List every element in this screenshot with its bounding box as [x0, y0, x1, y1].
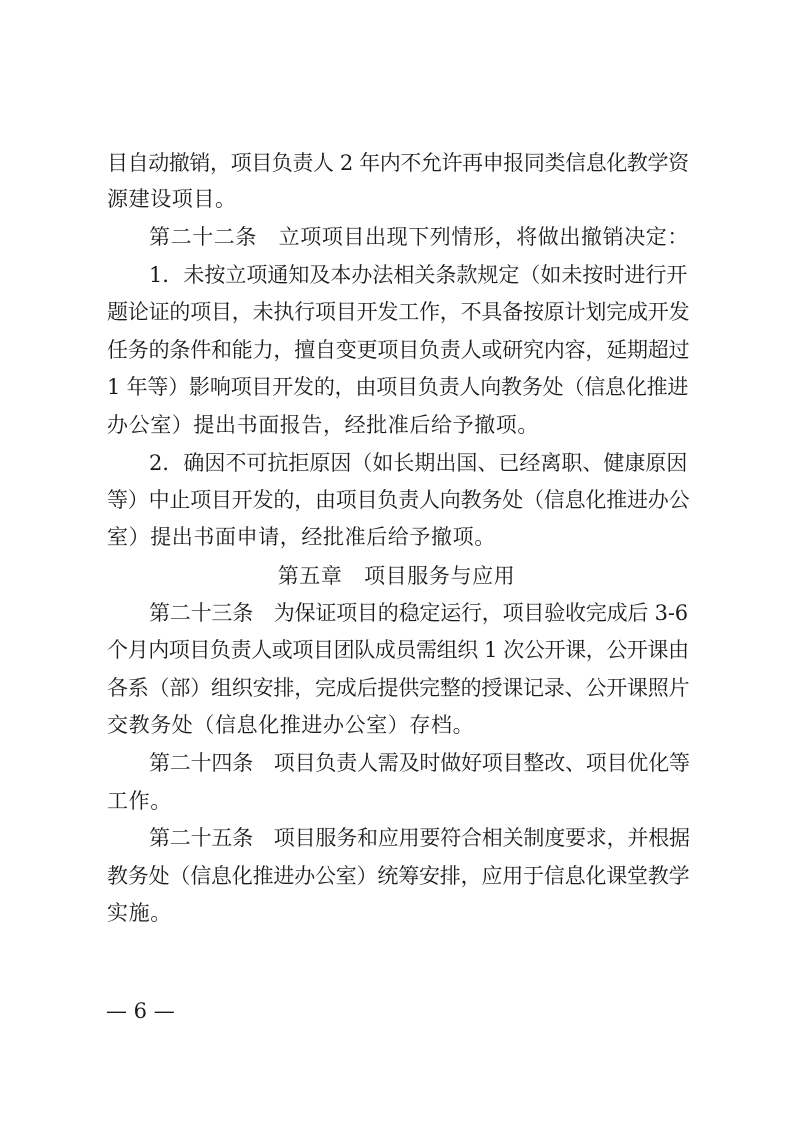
text-line: 交教务处（信息化推进办公室）存档。 — [107, 713, 475, 737]
article-22-heading: 第二十二条 立项项目出现下列情形，将做出撤销决定： — [149, 225, 689, 249]
text-line: 源建设项目。 — [107, 187, 237, 211]
text-line: 目自动撤销，项目负责人 2 年内不允许再申报同类信息化教学资 — [107, 151, 689, 175]
text-line: 1．未按立项通知及本办法相关条款规定（如未按时进行开 — [149, 263, 688, 287]
chapter-title: 第五章 项目服务与应用 — [277, 564, 516, 588]
text-line: 等）中止项目开发的，由项目负责人向教务处（信息化推进办公 — [107, 488, 690, 512]
text-line: 题论证的项目，未执行项目开发工作，不具备按原计划完成开发 — [107, 300, 690, 324]
text-line: 各系（部）组织安排，完成后提供完整的授课记录、公开课照片 — [107, 676, 690, 700]
text-line: 实施。 — [107, 901, 172, 925]
text-line: 办公室）提出书面报告，经批准后给予撤项。 — [107, 413, 539, 437]
text-line: 教务处（信息化推进办公室）统筹安排，应用于信息化课堂教学 — [107, 864, 690, 888]
article-23-heading: 第二十三条 为保证项目的稳定运行，项目验收完成后 3-6 — [149, 601, 688, 625]
text-line: 个月内项目负责人或项目团队成员需组织 1 次公开课，公开课由 — [107, 638, 689, 662]
text-line: 1 年等）影响项目开发的，由项目负责人向教务处（信息化推进 — [107, 375, 689, 399]
text-line: 任务的条件和能力，擅自变更项目负责人或研究内容，延期超过 — [107, 338, 690, 362]
page-number: — 6 — — [106, 999, 175, 1023]
text-line: 室）提出书面申请，经批准后给予撤项。 — [107, 525, 496, 549]
text-line: 2．确因不可抗拒原因（如长期出国、已经离职、健康原因 — [149, 451, 688, 475]
text-line: 工作。 — [107, 789, 172, 813]
article-25-heading: 第二十五条 项目服务和应用要符合相关制度要求，并根据 — [149, 826, 690, 850]
article-24-heading: 第二十四条 项目负责人需及时做好项目整改、项目优化等 — [149, 751, 690, 775]
